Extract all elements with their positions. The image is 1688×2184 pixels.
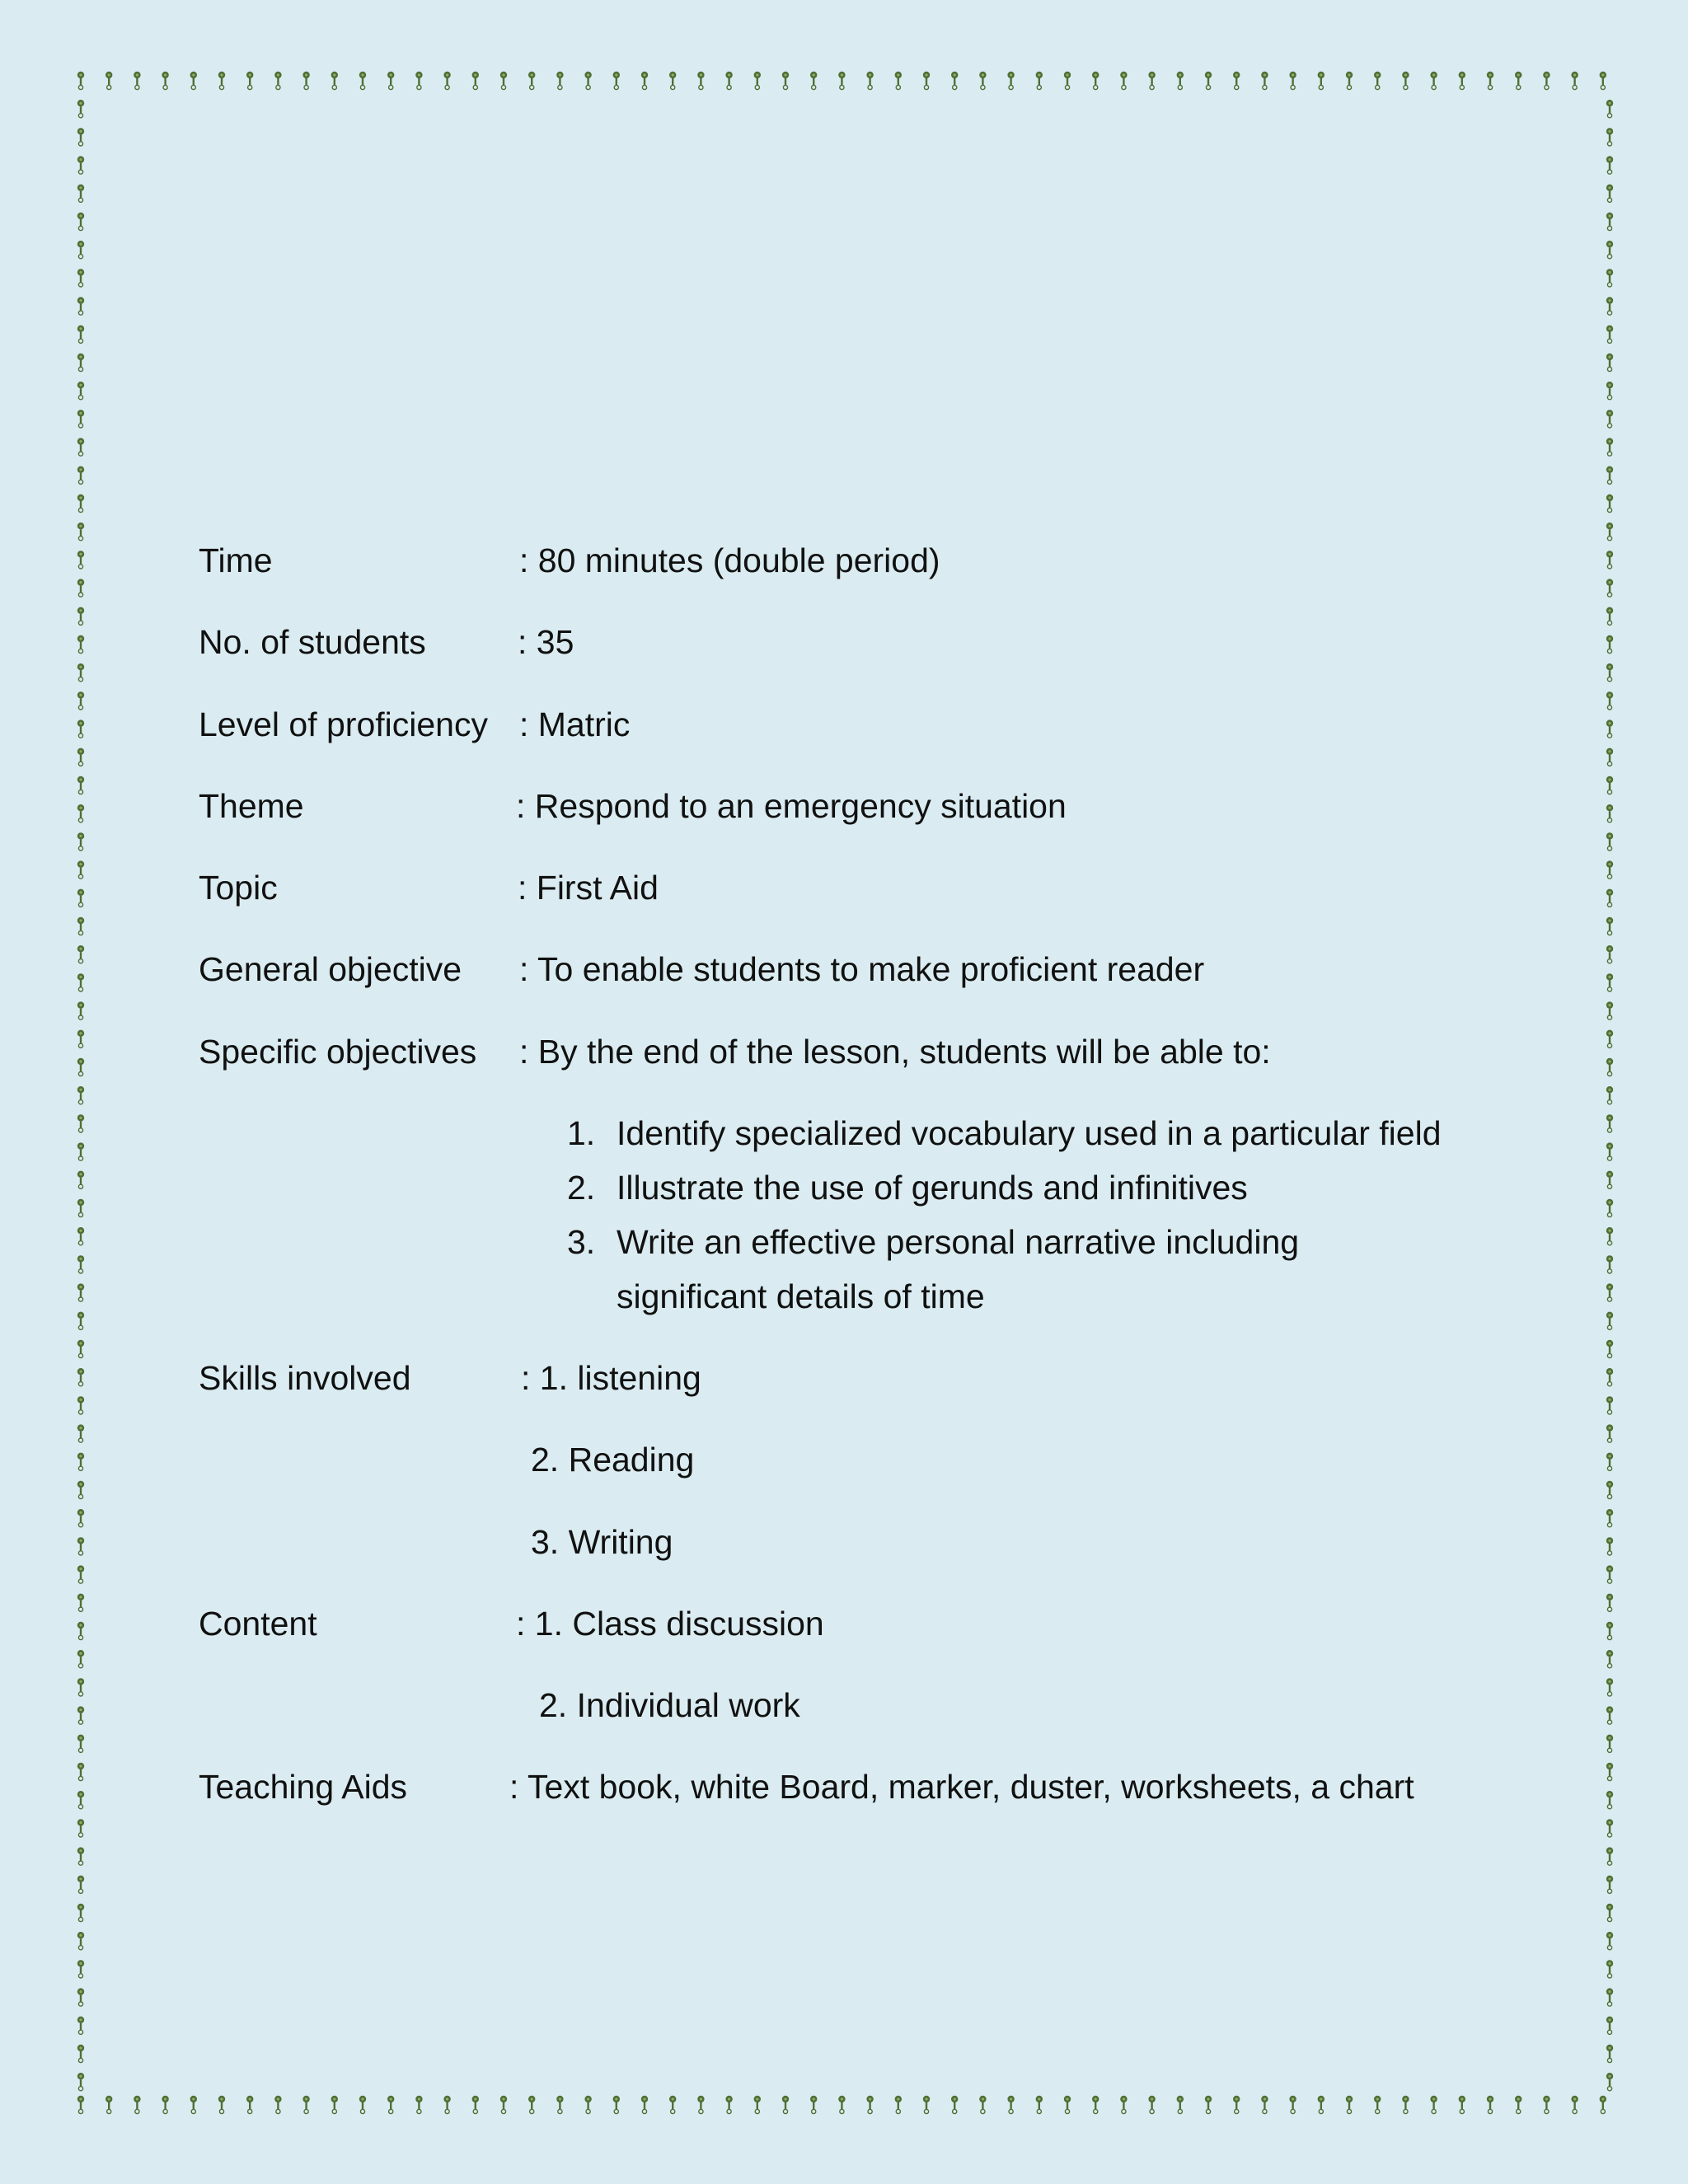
field-value: : Matric [519, 705, 631, 743]
field-value: : By the end of the lesson, students will be able to: [519, 1033, 1271, 1071]
field-label: Theme [199, 787, 304, 825]
list-item-text: Write an effective personal narrative including [617, 1223, 1300, 1261]
field-label: Skills involved [199, 1359, 411, 1397]
list-item-text: Identify specialized vocabulary used in a particular field [617, 1114, 1442, 1152]
field-value: : Text book, white Board, marker, duster, worksheets, a chart [509, 1768, 1414, 1806]
field-label: Content [199, 1605, 317, 1643]
field-label: General objective [199, 950, 462, 988]
field-label: No. of students [199, 623, 426, 661]
field-value: : Respond to an emergency situation [516, 787, 1067, 825]
field-value: : First Aid [518, 869, 659, 907]
field-label: Time [199, 541, 273, 579]
field-label: Level of proficiency [199, 705, 488, 743]
list-number: 3. [567, 1223, 596, 1261]
field-value: : To enable students to make proficient reader [519, 950, 1205, 988]
list-number: 1. [567, 1114, 596, 1152]
field-value: : 35 [518, 623, 574, 661]
list-number: 2. [567, 1169, 596, 1207]
field-value: : 1. Class discussion [516, 1605, 824, 1643]
list-item-text: Illustrate the use of gerunds and infinitives [617, 1169, 1248, 1207]
field-value: : 1. listening [521, 1359, 701, 1397]
field-value: 3. Writing [531, 1523, 673, 1561]
list-item-text: significant details of time [617, 1277, 985, 1315]
field-value: : 80 minutes (double period) [519, 541, 940, 579]
field-value: 2. Individual work [539, 1686, 800, 1724]
field-label: Specific objectives [199, 1033, 477, 1071]
field-label: Topic [199, 869, 278, 907]
field-value: 2. Reading [531, 1441, 695, 1479]
field-label: Teaching Aids [199, 1768, 408, 1806]
